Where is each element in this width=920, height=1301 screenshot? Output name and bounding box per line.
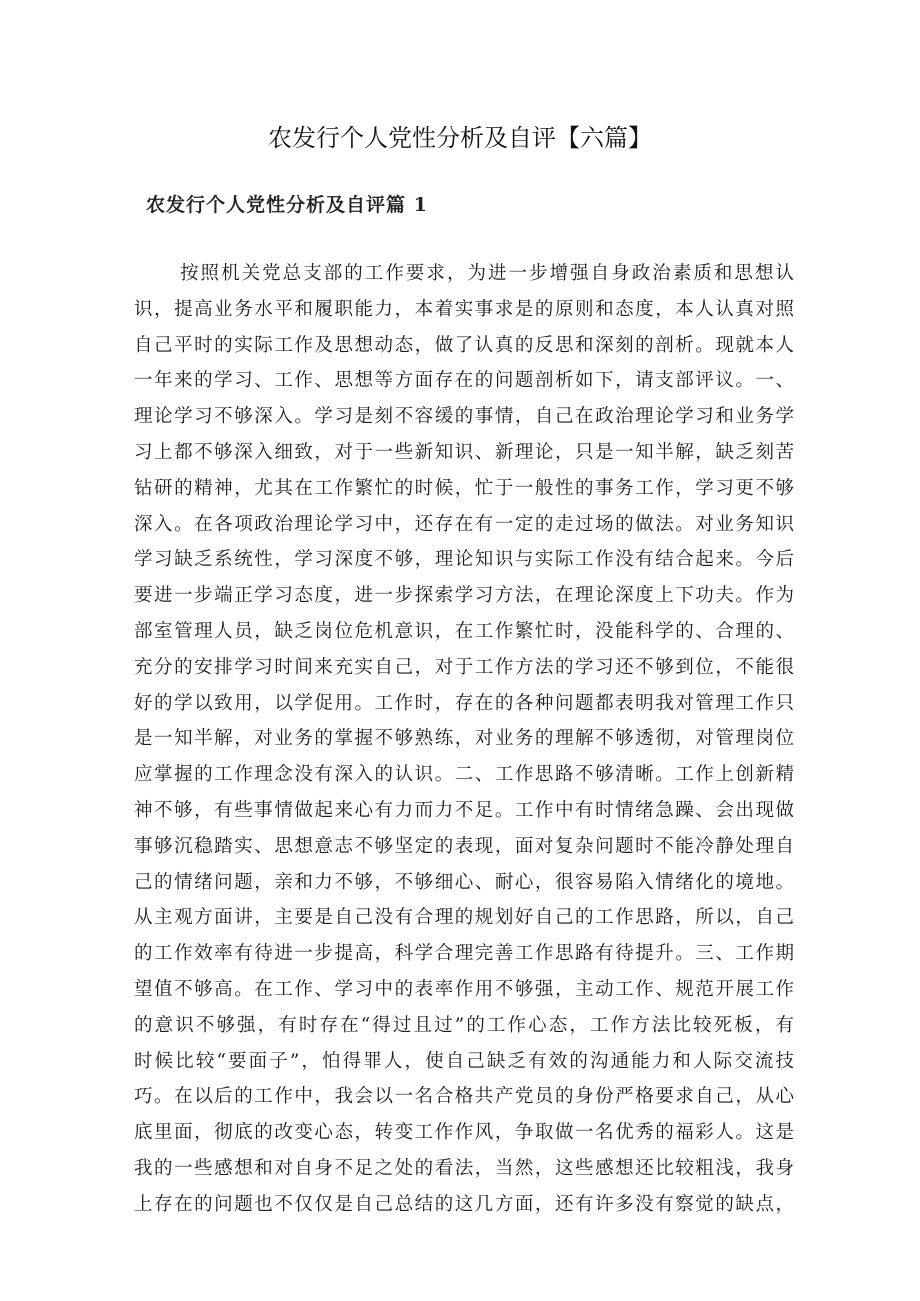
paragraph-line: 是一知半解，对业务的掌握不够熟练，对业务的理解不够透彻，对管理岗位 [134,728,794,750]
paragraph-line: 己的情绪问题，亲和力不够，不够细心、耐心，很容易陷入情绪化的境地。 [134,871,794,893]
paragraph-line: 理论学习不够深入。学习是刻不容缓的事情，自己在政治理论学习和业务学 [134,406,794,428]
paragraph-line: 望值不够高。在工作、学习中的表率作用不够强，主动工作、规范开展工作 [134,978,794,1000]
paragraph-line: 要进一步端正学习态度，进一步探索学习方法，在理论深度上下功夫。作为 [134,585,794,607]
paragraph-line: 自己平时的实际工作及思想动态，做了认真的反思和深刻的剖析。现就本人 [134,334,794,356]
document-title: 农发行个人党性分析及自评【六篇】 [268,124,652,152]
paragraph-line: 识，提高业务水平和履职能力，本着实事求是的原则和态度，本人认真对照 [134,298,794,320]
paragraph-line: 从主观方面讲，主要是自己没有合理的规划好自己的工作思路，所以，自己 [134,907,794,929]
paragraph-line: 充分的安排学习时间来充实自己，对于工作方法的学习还不够到位，不能很 [134,656,794,678]
paragraph-line: 神不够，有些事情做起来心有力而力不足。工作中有时情绪急躁、会出现做 [134,799,794,821]
paragraph-line: 深入。在各项政治理论学习中，还存在有一定的走过场的做法。对业务知识 [134,513,794,535]
paragraph-line: 好的学以致用，以学促用。工作时，存在的各种问题都表明我对管理工作只 [134,692,794,714]
paragraph-line: 的工作效率有待进一步提高，科学合理完善工作思路有待提升。三、工作期 [134,943,794,965]
paragraph-line: 一年来的学习、工作、思想等方面存在的问题剖析如下，请支部评议。一、 [134,370,794,392]
paragraph-line: 按照机关党总支部的工作要求，为进一步增强自身政治素质和思想认 [180,263,794,284]
paragraph-line: 应掌握的工作理念没有深入的认识。二、工作思路不够清晰。工作上创新精 [134,764,794,786]
paragraph-line: 上存在的问题也不仅仅是自己总结的这几方面，还有许多没有察觉的缺点， [134,1193,794,1215]
paragraph-line: 事够沉稳踏实、思想意志不够坚定的表现，面对复杂问题时不能冷静处理自 [134,835,794,857]
paragraph-line: 巧。在以后的工作中，我会以一名合格共产党员的身份严格要求自己，从心 [134,1086,794,1108]
paragraph-line: 我的一些感想和对自身不足之处的看法，当然，这些感想还比较粗浅，我身 [134,1157,794,1179]
paragraph-line: 底里面，彻底的改变心态，转变工作作风，争取做一名优秀的福彩人。这是 [134,1122,794,1144]
paragraph-line: 时候比较“要面子”，怕得罪人，使自己缺乏有效的沟通能力和人际交流技 [134,1050,794,1072]
paragraph-line: 习上都不够深入细致，对于一些新知识、新理论，只是一知半解，缺乏刻苦 [134,441,794,463]
paragraph-line: 部室管理人员，缺乏岗位危机意识，在工作繁忙时，没能科学的、合理的、 [134,620,794,642]
body-paragraph [134,256,794,1223]
paragraph-line: 的意识不够强，有时存在“得过且过”的工作心态，工作方法比较死板，有 [134,1014,794,1036]
paragraph-line: 钻研的精神，尤其在工作繁忙的时候，忙于一般性的事务工作，学习更不够 [134,477,794,499]
paragraph-line: 学习缺乏系统性，学习深度不够，理论知识与实际工作没有结合起来。今后 [134,549,794,571]
section-heading: 农发行个人党性分析及自评篇 1 [146,194,428,216]
